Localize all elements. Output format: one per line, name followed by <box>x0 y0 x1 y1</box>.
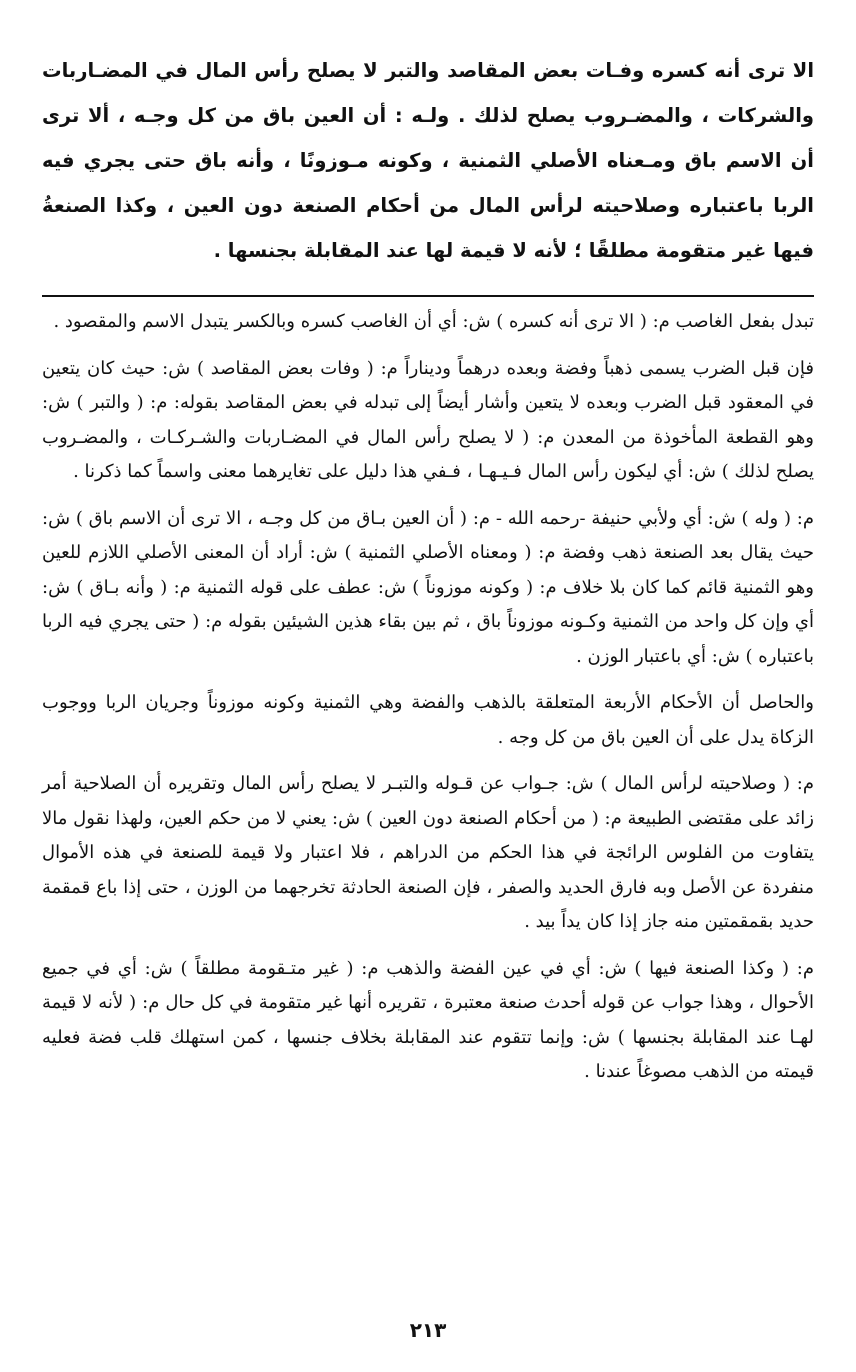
commentary-paragraph: والحاصل أن الأحكام الأربعة المتعلقة بالذهب والفضة وهي الثمنية وكونه موزوناً وجريان الربا ووجوب الزكاة يدل على أن العين باق من كل وجه . <box>42 692 814 748</box>
commentary-paragraph: فإن قبل الضرب يسمى ذهباً وفضة وبعده درهماً وديناراً م: ( وفات بعض المقاصد ) ش: حيث كان يتعين في المعقود قبل الضرب وبعده لا يتعين وأشار أيضاً إلى تبدله في بعض المقاصد بقوله: م: ( والتبر ) ش: وهو القطعة المأخوذة من المعدن م: ( لا يصلح رأس المال في المضـاربات والشـركـات ، والمضـروب يصلح لذلك ) ش: أي ليكون رأس المال فـيـهـا ، فـفي هذا دليل على تغايرهما معنى واسماً كما ذكرنا . <box>42 357 814 482</box>
divider-line <box>42 295 814 297</box>
commentary <box>42 305 814 1090</box>
page-number: ٢١٣ <box>409 1318 447 1342</box>
commentary-paragraph: تبدل بفعل الغاصب م: ( الا ترى أنه كسره ) ش: أي أن الغاصب كسره وبالكسر يتبدل الاسم والمقصود . <box>53 311 814 332</box>
main-text: الا ترى أنه كسره وفـات بعض المقاصد والتبر لا يصلح رأس المال في المضـاربات والشركات ، والمضـروب يصلح لذلك . ولـه : أن العين باق من كل وجـه ، ألا ترى أن الاسم باق ومـعناه الأصلي الثمنية ، وكونه مـوزونًا ، وأنه باق حتى يجري فيه الربا باعتباره وصلاحيته لرأس المال من أحكام الصنعة دون العين ، وكذا الصنعةُ فيها غير متقومة مطلقًا ؛ لأنه لا قيمة لها عند المقابلة بجنسها . <box>42 59 814 262</box>
commentary-paragraph: م: ( وصلاحيته لرأس المال ) ش: جـواب عن قـوله والتبـر لا يصلح رأس المال وتقريره أن الصلاحية أمر زائد على مقتضى الطبيعة م: ( من أحكام الصنعة دون العين ) ش: يعني لا من حكم العين، ولهذا نقول مالا يتفاوت من الفلوس الرائجة في هذا الحكم من الدراهم ، فلا اعتبار ولا قيمة للصنعة في هذه الأموال منفردة عن الأصل وبه فارق الحديد والصفر ، فإن الصنعة الحادثة تخرجهما من الوزن ، حتى إذا باع قمقمة حديد بقمقمتين منه جاز إذا كان يداً بيد . <box>42 773 814 932</box>
commentary-paragraph: م: ( وكذا الصنعة فيها ) ش: أي في عين الفضة والذهب م: ( غير متـقومة مطلقاً ) ش: أي في جميع الأحوال ، وهذا جواب عن قوله أحدث صنعة معتبرة ، تقريره أنها غير متقومة في كل حال م: ( لأنه لا قيمة لهـا عند المقابلة بجنسها ) ش: وإنما تتقوم عند المقابلة بخلاف جنسها ، كمن استهلك قلب فضة فعليه قيمته من الذهب مصوغاً عندنا . <box>42 957 814 1082</box>
commentary-paragraph: م: ( وله ) ش: أي ولأبي حنيفة -رحمه الله - م: ( أن العين بـاق من كل وجـه ، الا ترى أن الاسم باق ) ش: حيث يقال بعد الصنعة ذهب وفضة م: ( ومعناه الأصلي الثمنية ) ش: أراد أن المعنى الأصلي اللازم للعين وهو الثمنية قائم كما كان بلا خلاف م: ( وكونه موزوناً ) ش: عطف على قوله الثمنية م: ( وأنه بـاق ) ش: أي وإن كل واحد من الثمنية وكـونه موزوناً باق ، ثم بين بقاء هذين الشيئين بقوله م: ( حتى يجري فيه الربا باعتباره ) ش: أي باعتبار الوزن . <box>42 507 814 667</box>
